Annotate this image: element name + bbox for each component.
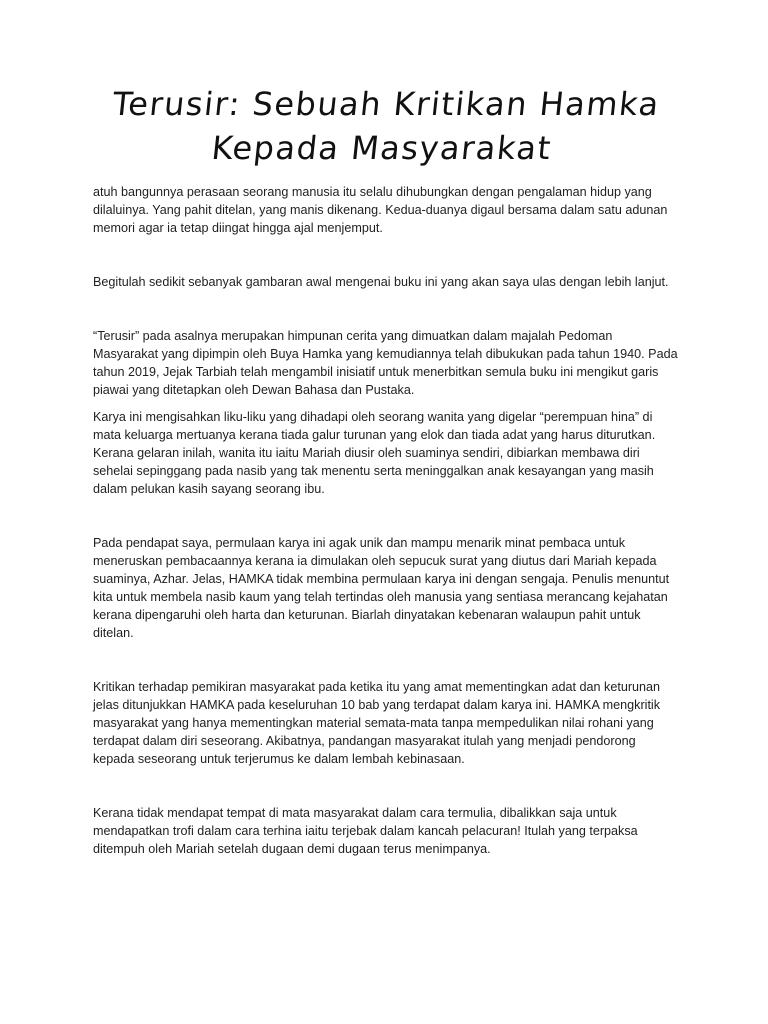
document-title (85, 82, 682, 170)
title-line-1: Terusir: Sebuah Kritikan Hamka (110, 85, 662, 123)
paragraph-3: “Terusir” pada asalnya merupakan himpunan cerita yang dimuatkan dalam majalah Pedoman Masyarakat yang dipimpin oleh Buya Hamka yang kemudiannya telah dibukukan pada tahun 1940. Pada tahun 2019, Jejak Tarbiah telah mengambil inisiatif untuk menerbitkan semula buku ini mengikut garis piawai yang ditetapkan oleh Dewan Bahasa dan Pustaka. (93, 329, 678, 397)
paragraph-2: Begitulah sedikit sebanyak gambaran awal mengenai buku ini yang akan saya ulas dengan lebih lanjut. (93, 275, 669, 289)
paragraph-4: Karya ini mengisahkan liku-liku yang dihadapi oleh seorang wanita yang digelar “perempuan hina” di mata keluarga mertuanya kerana tiada galur turunan yang elok dan tiada adat yang harus diturutkan. Kerana gelaran inilah, wanita itu iaitu Mariah diusir oleh suaminya sendiri, dibiarkan membawa diri sehelai sepinggang pada nasib yang tak menentu serta meninggalkan anak kesayangan yang masih dalam pelukan kasih sayang seorang ibu. (93, 410, 656, 496)
article-body (93, 183, 678, 858)
paragraph-1: atuh bangunnya perasaan seorang manusia itu selalu dihubungkan dengan pengalaman hidup yang dilaluinya. Yang pahit ditelan, yang manis dikenang. Kedua-duanya digaul bersama dalam satu adunan memori agar ia tetap diingat hingga ajal menjemput. (93, 185, 668, 235)
title-line-2: Kepada Masyarakat (209, 129, 554, 167)
paragraph-5: Pada pendapat saya, permulaan karya ini agak unik dan mampu menarik minat pembaca untuk meneruskan pembacaannya kerana ia dimulakan oleh sepucuk surat yang diutus dari Mariah kepada suaminya, Azhar. Jelas, HAMKA tidak membina permulaan karya ini dengan sengaja. Penulis menuntut kita untuk membela nasib kaum yang telah tertindas oleh manusia yang sentiasa merancang kejahatan kerana dipengaruhi oleh harta dan keturunan. Biarlah dinyatakan kebenaran walaupun pahit untuk ditelan. (93, 536, 670, 640)
paragraph-6: Kritikan terhadap pemikiran masyarakat pada ketika itu yang amat mementingkan adat dan keturunan jelas ditunjukkan HAMKA pada keseluruhan 10 bab yang terdapat dalam karya ini. HAMKA mengkritik masyarakat yang hanya mementingkan material semata-mata tanpa mempedulikan nilai rohani yang terdapat dalam diri seseorang. Akibatnya, pandangan masyarakat itulah yang menjadi pendorong kepada seseorang untuk terjerumus ke dalam lembah kebinasaan. (93, 680, 661, 766)
paragraph-7: Kerana tidak mendapat tempat di mata masyarakat dalam cara termulia, dibalikkan saja untuk mendapatkan trofi dalam cara terhina iaitu terjebak dalam kancah pelacuran! Itulah yang terpaksa ditempuh oleh Mariah setelah dugaan demi dugaan terus menimpanya. (93, 806, 638, 856)
